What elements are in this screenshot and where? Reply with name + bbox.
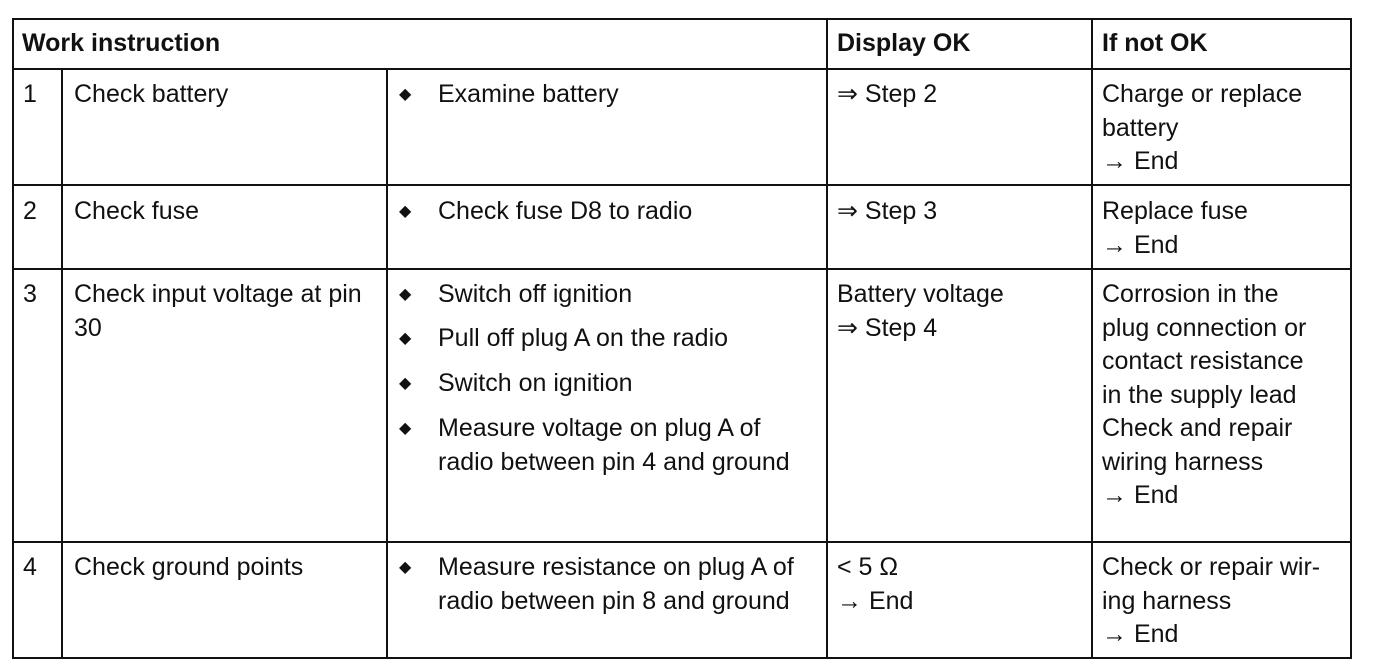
bullet-icon: ◆	[399, 286, 412, 303]
header-work-instruction: Work instruction	[22, 29, 221, 57]
step-number: 4	[23, 553, 37, 581]
step-title: Check ground points	[74, 553, 304, 581]
display-ok-value: ⇒ Step 3	[837, 197, 938, 225]
table-border-left	[12, 18, 14, 659]
step-number: 2	[23, 197, 37, 225]
table-border-top	[12, 18, 1352, 20]
row-divider-2	[12, 268, 1352, 270]
step-number: 1	[23, 80, 37, 108]
work-instruction-table: Work instruction Display OK If not OK 1 Check battery ◆ Examine battery ⇒ Step 2 Charge or replace battery → End 2 Check fuse ◆ Check fuse D8 to radio ⇒ Step 3 Replace fuse → End 3 Check input voltage at pin 30 ◆ Switch off ignition ◆ Pull off plug A on the radio ◆ Switch on ignition ◆ Measure voltage on plug A of radio between pin 4 and ground Battery voltage ⇒ Step 4 Corrosion in the plug connection or contact resistance in the supply lead Check and repair wiring harness → End 4 Check ground points ◆ Measure resistance on plug A of radio between pin 8 and ground < 5 Ω → End Check or repair wir- ing harness → End	[12, 18, 1352, 659]
if-not-ok-value: Replace fuse → End	[1102, 197, 1248, 259]
header-display-ok: Display OK	[837, 29, 971, 57]
table-border-bottom	[12, 657, 1352, 659]
bullet-icon: ◆	[399, 375, 412, 392]
if-not-ok-value: Corrosion in the plug connection or contact resistance in the supply lead Check and repair wiring harness → End	[1102, 280, 1307, 509]
bullet-icon: ◆	[399, 330, 412, 347]
if-not-ok-value: Charge or replace battery → End	[1102, 80, 1303, 175]
row-divider-3	[12, 541, 1352, 543]
display-ok-value: < 5 Ω → End	[837, 553, 914, 615]
bullet-icon: ◆	[399, 203, 412, 220]
if-not-ok-value: Check or repair wir- ing harness → End	[1102, 553, 1321, 648]
header-divider	[12, 68, 1352, 70]
col-divider-actions	[386, 68, 388, 659]
step-number: 3	[23, 280, 37, 308]
header-if-not-ok: If not OK	[1102, 29, 1208, 57]
col-divider-notok	[1091, 18, 1093, 659]
table-border-right	[1350, 18, 1352, 659]
bullet-icon: ◆	[399, 86, 412, 103]
col-divider-num	[61, 68, 63, 659]
bullet-icon: ◆	[399, 559, 412, 576]
display-ok-value: Battery voltage ⇒ Step 4	[837, 280, 1004, 342]
row-divider-1	[12, 184, 1352, 186]
step-title: Check input voltage at pin 30	[74, 280, 362, 342]
step-title: Check fuse	[74, 197, 200, 225]
step-title: Check battery	[74, 80, 229, 108]
bullet-icon: ◆	[399, 420, 412, 437]
col-divider-display	[826, 18, 828, 659]
display-ok-value: ⇒ Step 2	[837, 80, 938, 108]
